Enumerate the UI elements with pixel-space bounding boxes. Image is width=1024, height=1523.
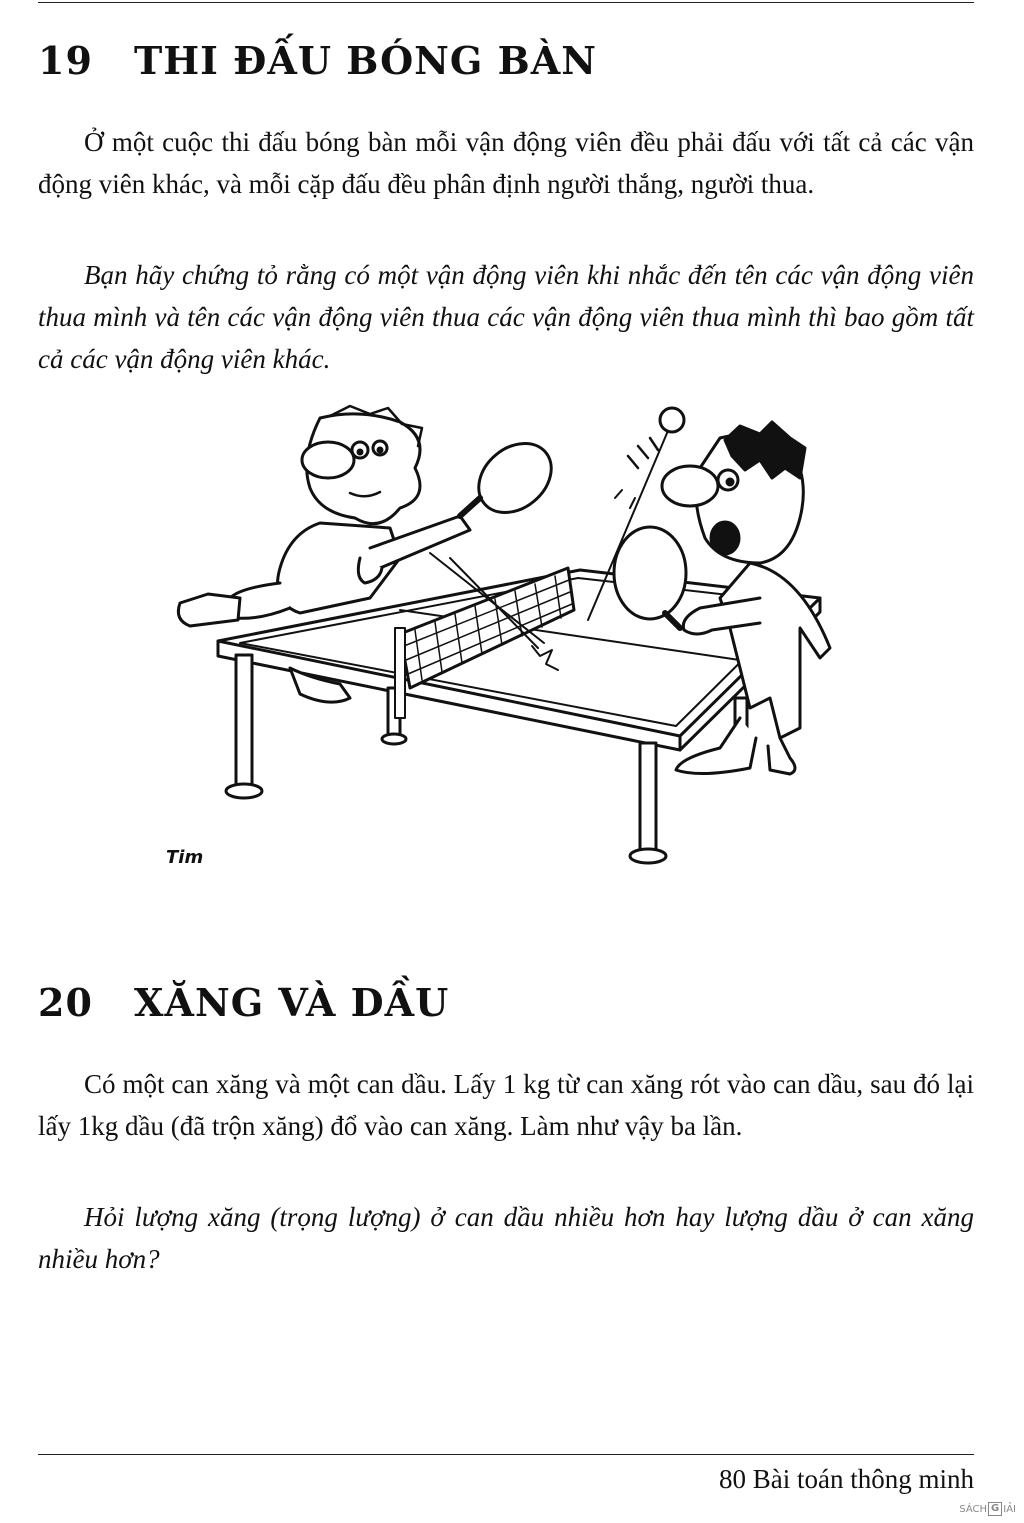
section-19-body: Ở một cuộc thi đấu bóng bàn mỗi vận động viên đều phải đấu với tất cả các vận động viên khác, và mỗi cặp đấu đều phân định người thắng, người thua. <box>38 127 974 199</box>
watermark <box>959 1502 1016 1516</box>
section-19-question: Bạn hãy chứng tỏ rằng có một vận động viên khi nhắc đến tên các vận động viên thua mình và tên các vận động viên thua các vận động viên thua mình thì bao gồm tất cả các vận động viên khác. <box>38 260 974 374</box>
table-tennis-illustration <box>160 398 840 888</box>
footer-book-title: 80 Bài toán thông minh <box>719 1464 974 1494</box>
section-20-question: Hỏi lượng xăng (trọng lượng) ở can dầu nhiều hơn hay lượng dầu ở can xăng nhiều hơn? <box>38 1202 974 1274</box>
section-20-number: 20 <box>38 980 93 1025</box>
section-19-heading <box>38 38 597 83</box>
left-paddle <box>460 429 565 526</box>
watermark-suffix: IẢI <box>1003 1503 1016 1515</box>
illustration-signature: Tim <box>166 847 204 868</box>
section-19-title: THI ĐẤU BÓNG BÀN <box>134 38 597 83</box>
section-19-number: 19 <box>38 38 93 83</box>
table-leg-front-left <box>236 655 252 790</box>
section-20-heading <box>38 980 449 1025</box>
section-20-body: Có một can xăng và một can dầu. Lấy 1 kg từ can xăng rót vào can dầu, sau đó lại lấy 1kg dầu (đã trộn xăng) đổ vào can xăng. Làm như vậy ba lần. <box>38 1069 974 1141</box>
top-rule <box>38 2 974 3</box>
section-20-title: XĂNG VÀ DẦU <box>134 980 450 1025</box>
table-leg-front-right <box>640 743 656 855</box>
ball <box>660 408 684 432</box>
watermark-logo: G <box>988 1502 1002 1516</box>
watermark-prefix: SÁCH <box>959 1503 988 1515</box>
footer-rule <box>38 1454 974 1455</box>
